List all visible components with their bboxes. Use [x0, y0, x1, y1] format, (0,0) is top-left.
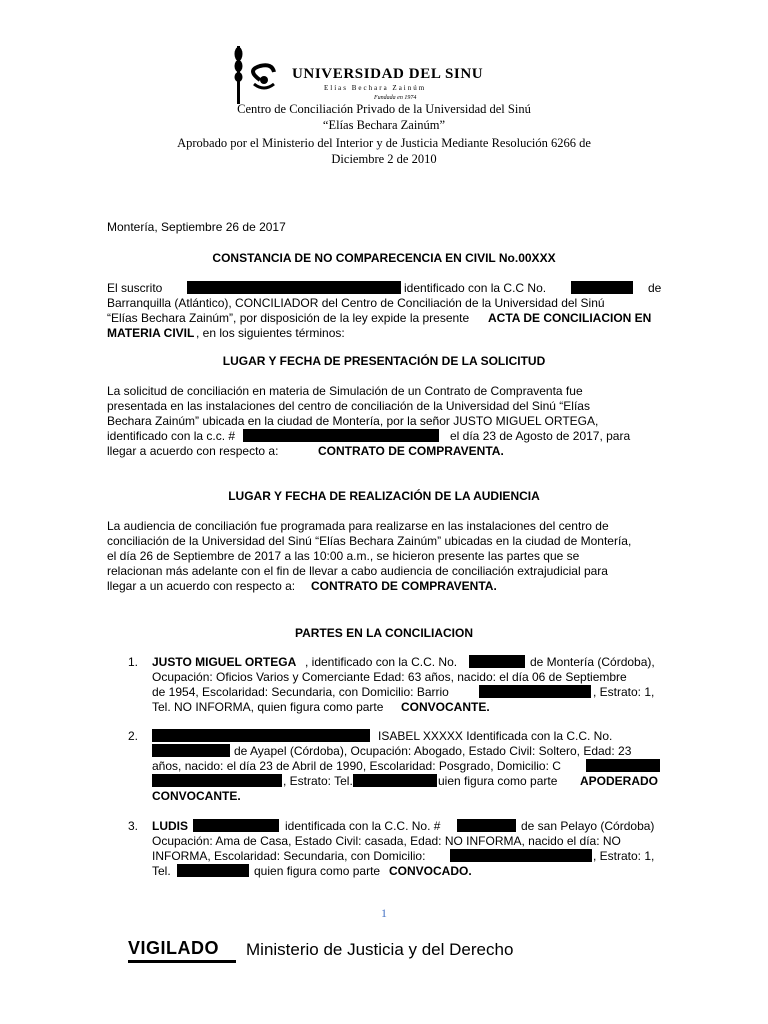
- party-3-line-4a: Tel.: [152, 864, 171, 878]
- party-1-line-3b: , Estrato: 1,: [593, 685, 655, 699]
- party-3-line-1c: de san Pelayo (Córdoba): [521, 819, 655, 833]
- party-2-line-4b: uien figura como parte: [438, 774, 558, 788]
- party-2-line-4a: , Estrato: Tel.: [283, 774, 353, 788]
- header-line-2: “Elías Bechara Zainúm”: [322, 118, 446, 132]
- document-date: Montería, Septiembre 26 de 2017: [107, 220, 286, 234]
- party-3-line-1b: identificada con la C.C. No. #: [285, 819, 441, 833]
- party-1-line-1b: , identificado con la C.C. No.: [305, 655, 458, 669]
- header-line-3: Aprobado por el Ministerio del Interior y de Justicia Mediante Resolución 6266 de: [177, 136, 591, 150]
- party-1-line-3a: de 1954, Escolaridad: Secundaria, con Domicilio: Barrio: [152, 685, 449, 699]
- list-item-number: 3.: [128, 819, 139, 833]
- redaction: [243, 429, 439, 442]
- intro-line-1a: El suscrito: [107, 281, 163, 295]
- redaction: [586, 759, 660, 772]
- intro-line-3b: ACTA DE CONCILIACION EN: [488, 311, 652, 325]
- s1-line-1: La solicitud de conciliación en materia de Simulación de un Contrato de Compraventa fue: [107, 384, 583, 398]
- redaction: [177, 864, 249, 877]
- logo-subtitle: Elías Bechara Zainúm: [324, 84, 427, 92]
- party-2-line-2: de Ayapel (Córdoba), Ocupación: Abogado, Estado Civil: Soltero, Edad: 23: [234, 744, 632, 758]
- party-3-line-4b: quien figura como parte: [254, 864, 381, 878]
- list-item-number: 2.: [128, 729, 139, 743]
- intro-line-4a: MATERIA CIVIL: [107, 326, 195, 340]
- redaction: [152, 744, 230, 757]
- section-heading-partes: PARTES EN LA CONCILIACION: [294, 626, 473, 640]
- s2-line-5a: llegar a un acuerdo con respecto a:: [107, 579, 296, 593]
- party-3-line-3a: INFORMA, Escolaridad: Secundaria, con Domicilio:: [152, 849, 426, 863]
- ministry-label: Ministerio de Justicia y del Derecho: [246, 940, 514, 959]
- redaction: [479, 685, 591, 698]
- document-title: CONSTANCIA DE NO COMPARECENCIA EN CIVIL No.00XXX: [212, 251, 556, 265]
- party-2-line-4c: APODERADO: [580, 774, 659, 788]
- redaction: [353, 774, 437, 787]
- redaction: [152, 774, 282, 787]
- party-2-line-5: CONVOCANTE.: [152, 789, 241, 803]
- section-heading-audiencia: LUGAR Y FECHA DE REALIZACIÓN DE LA AUDIENCIA: [228, 489, 540, 503]
- s2-line-1: La audiencia de conciliación fue programada para realizarse en las instalaciones del centro de: [107, 519, 609, 533]
- s1-line-2: presentada en las instalaciones del centro de conciliación de la Universidad del Sinú “Elías: [107, 399, 590, 413]
- party-1-line-4a: Tel. NO INFORMA, quien figura como parte: [152, 700, 384, 714]
- party-3-line-3b: , Estrato: 1,: [593, 849, 655, 863]
- page-number: 1: [381, 906, 387, 920]
- header-line-4: Diciembre 2 de 2010: [331, 152, 437, 166]
- logo-founded: Fundada en 1974: [374, 95, 417, 101]
- s2-line-4: relacionan más adelante con el fin de llevar a cabo audiencia de conciliación extrajudicial para: [107, 564, 608, 578]
- s1-line-5a: llegar a acuerdo con respecto a:: [107, 444, 279, 458]
- s2-line-3: el día 26 de Septiembre de 2017 a las 10:00 a.m., se hicieron presente las partes que se: [107, 549, 580, 563]
- intro-line-2: Barranquilla (Atlántico), CONCILIADOR del Centro de Conciliación de la Universidad del Sinú: [107, 296, 605, 310]
- redaction: [469, 655, 525, 668]
- redaction: [152, 729, 370, 742]
- s2-line-2: conciliación de la Universidad del Sinú “Elías Bechara Zainúm” ubicadas en la ciudad de Montería,: [107, 534, 632, 548]
- redaction: [457, 819, 516, 832]
- header-line-1: Centro de Conciliación Privado de la Universidad del Sinú: [237, 102, 531, 116]
- s1-line-5b: CONTRATO DE COMPRAVENTA.: [318, 444, 504, 458]
- redaction: [450, 849, 592, 862]
- party-3-line-4c: CONVOCADO.: [389, 864, 472, 878]
- s1-line-4b: el día 23 de Agosto de 2017, para: [450, 429, 631, 443]
- redaction: [571, 281, 633, 294]
- redaction: [193, 819, 279, 832]
- party-2-line-3: años, nacido: el día 23 de Abril de 1990, Escolaridad: Posgrado, Domicilio: C: [152, 759, 561, 773]
- list-item-number: 1.: [128, 655, 139, 669]
- intro-line-1c: de: [648, 281, 662, 295]
- party-3-name: LUDIS: [152, 819, 188, 833]
- logo-name: UNIVERSIDAD DEL SINU: [292, 66, 484, 82]
- party-3-line-2: Ocupación: Ama de Casa, Estado Civil: casada, Edad: NO INFORMA, nacido el día: NO: [152, 834, 621, 848]
- vigilado-label: VIGILADO: [128, 938, 220, 958]
- party-1-name: JUSTO MIGUEL ORTEGA: [152, 655, 297, 669]
- vigilado-underline: [128, 960, 236, 963]
- s1-line-3: Bechara Zainúm” ubicada en la ciudad de Montería, por la señor JUSTO MIGUEL ORTEGA,: [107, 414, 599, 428]
- redaction: [187, 281, 401, 294]
- party-1-line-2: Ocupación: Oficios Varios y Comerciante Edad: 63 años, nacido: el día 06 de Septiembre: [152, 670, 627, 684]
- party-1-line-1c: de Montería (Córdoba),: [530, 655, 655, 669]
- section-heading-solicitud: LUGAR Y FECHA DE PRESENTACIÓN DE LA SOLICITUD: [222, 354, 546, 368]
- party-1-line-4b: CONVOCANTE.: [401, 700, 490, 714]
- seal-icon: [232, 44, 292, 106]
- s1-line-4a: identificado con la c.c. #: [107, 429, 236, 443]
- party-2-line-1: ISABEL XXXXX Identificada con la C.C. No.: [378, 729, 613, 743]
- intro-line-4b: , en los siguientes términos:: [196, 326, 345, 340]
- university-logo: [232, 44, 542, 106]
- s2-line-5b: CONTRATO DE COMPRAVENTA.: [311, 579, 497, 593]
- intro-line-3a: “Elías Bechara Zainúm”, por disposición de la ley expide la presente: [107, 311, 470, 325]
- intro-line-1b: identificado con la C.C No.: [404, 281, 547, 295]
